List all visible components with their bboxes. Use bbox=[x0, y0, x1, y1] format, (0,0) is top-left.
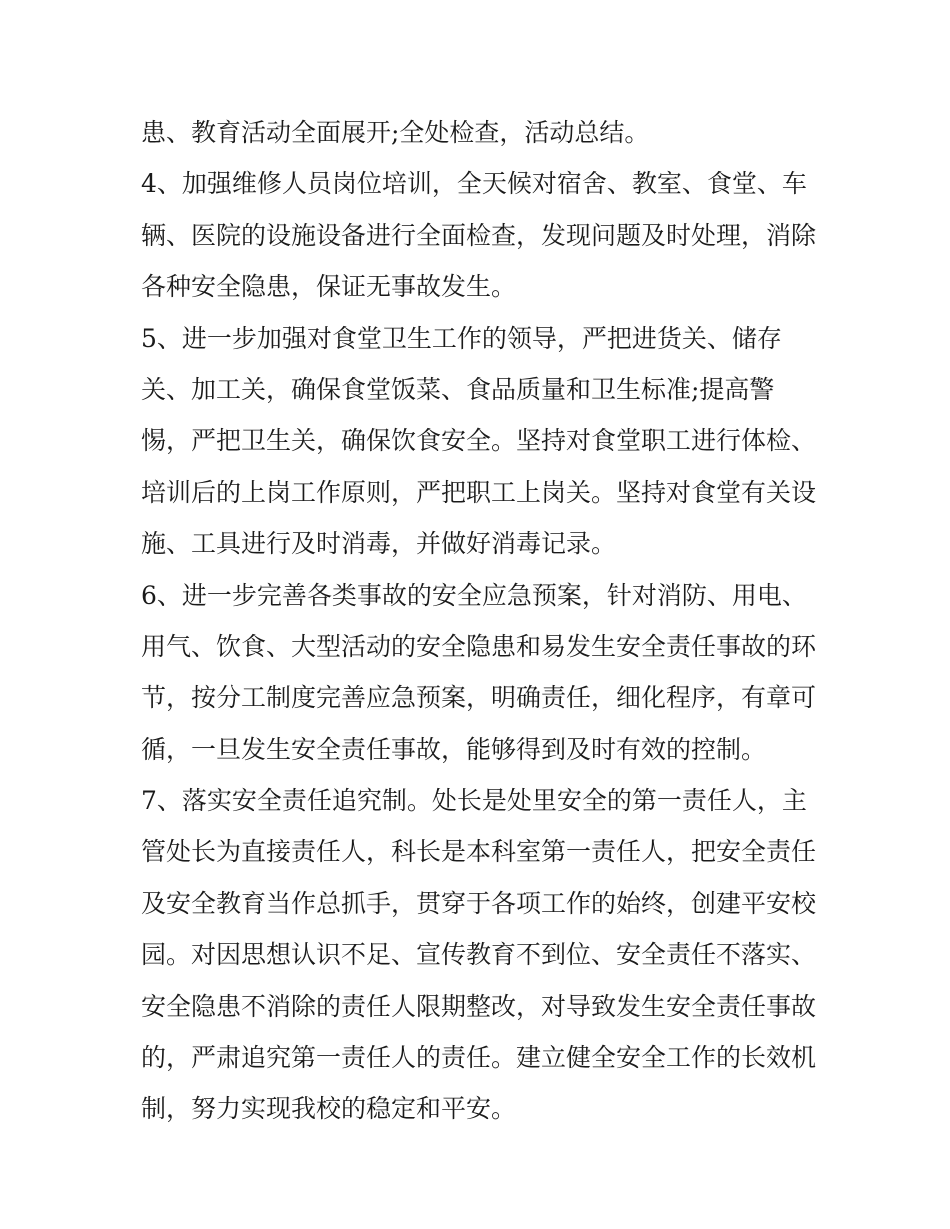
text-line: 循，一旦发生安全责任事故，能够得到及时有效的控制。 bbox=[141, 734, 767, 764]
text-line: 各种安全隐患，保证无事故发生。 bbox=[141, 272, 517, 302]
text-line: 患、教育活动全面展开;全处检查，活动总结。 bbox=[141, 118, 650, 147]
text-line: 安全隐患不消除的责任人限期整改，对导致发生安全责任事故 bbox=[141, 991, 817, 1021]
text-line: 及安全教育当作总抓手，贯穿于各项工作的始终，创建平安校 bbox=[141, 888, 817, 918]
text-line: 培训后的上岗工作原则，严把职工上岗关。坚持对食堂有关设 bbox=[141, 477, 817, 507]
text-line: 7、落实安全责任追究制。处长是处里安全的第一责任人，主 bbox=[141, 786, 807, 816]
text-line: 5、进一步加强对食堂卫生工作的领导，严把进货关、储存 bbox=[141, 323, 782, 353]
text-line: 制，努力实现我校的稳定和平安。 bbox=[141, 1094, 517, 1124]
text-line: 管处长为直接责任人，科长是本科室第一责任人，把安全责任 bbox=[141, 837, 817, 867]
text-line: 关、加工关，确保食堂饭菜、食品质量和卫生标准;提高警 bbox=[141, 374, 775, 404]
text-line: 节，按分工制度完善应急预案，明确责任，细化程序，有章可 bbox=[141, 683, 817, 713]
text-line: 施、工具进行及时消毒，并做好消毒记录。 bbox=[141, 529, 617, 559]
text-line: 4、加强维修人员岗位培训，全天候对宿舍、教室、食堂、车 bbox=[141, 169, 807, 199]
text-line: 辆、医院的设施设备进行全面检查，发现问题及时处理，消除 bbox=[141, 220, 817, 250]
text-line: 惕，严把卫生关，确保饮食安全。坚持对食堂职工进行体检、 bbox=[141, 426, 817, 456]
text-line: 园。对因思想认识不足、宣传教育不到位、安全责任不落实、 bbox=[141, 940, 817, 970]
document-body bbox=[141, 107, 821, 1135]
text-line: 的，严肃追究第一责任人的责任。建立健全安全工作的长效机 bbox=[141, 1043, 817, 1073]
text-line: 6、进一步完善各类事故的安全应急预案，针对消防、用电、 bbox=[141, 580, 807, 610]
text-line: 用气、饮食、大型活动的安全隐患和易发生安全责任事故的环 bbox=[141, 631, 817, 661]
